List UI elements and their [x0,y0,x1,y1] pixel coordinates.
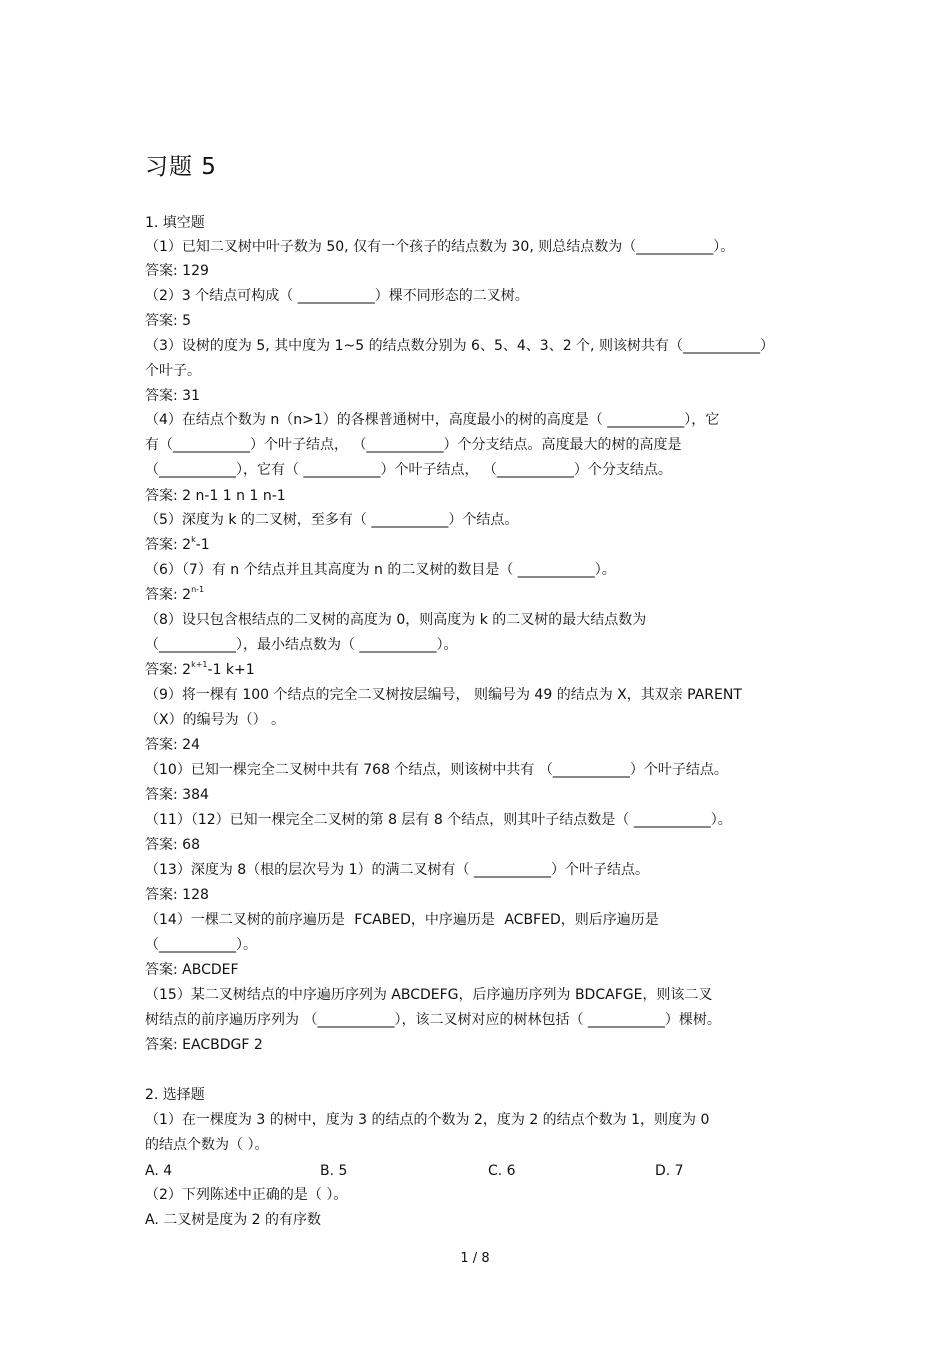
answer-text: 答案: 2$^k$-1 [145,535,210,553]
section-heading: 2. 选择题 [145,1087,205,1103]
question-text: （___________），它有（ ___________）个叶子结点， （___________）个分支结点。 [145,462,672,478]
answer-text: 答案: 129 [145,263,209,279]
answer-text: 答案: 2$^{n-1}$ [145,585,205,603]
section-heading: 1. 填空题 [145,215,205,231]
question-text: （9）将一棵有 100 个结点的完全二叉树按层编号， 则编号为 49 的结点为 X，其双亲 PARENT [145,687,742,703]
answer-text: 答案: 384 [145,787,209,803]
question-text: 个叶子。 [145,363,201,379]
answer-text: 答案: 68 [145,837,200,853]
answer-text: 答案: 128 [145,887,209,903]
question-text: 树结点的前序遍历序列为 （___________），该二叉树对应的树林包括（ ___________）棵树。 [145,1012,721,1028]
option-c: C. 6 [488,1163,516,1179]
question-text: （___________），最小结点数为（ ___________）。 [145,637,458,653]
answer-text: 答案: 2 n-1 1 n 1 n-1 [145,488,286,504]
question-text: （1）在一棵度为 3 的树中，度为 3 的结点的个数为 2，度为 2 的结点个数为 1，则度为 0 [145,1112,710,1128]
page-title: 习题 5 [145,154,217,180]
question-text: （4）在结点个数为 n（n>1）的各棵普通树中，高度最小的树的高度是（ ___________），它 [145,412,720,428]
answer-text: 答案: 24 [145,737,200,753]
question-text: （13）深度为 8（根的层次号为 1）的满二叉树有（ ___________）个叶子结点。 [145,862,649,878]
question-text: （___________）。 [145,937,257,953]
question-text: （6）（7）有 n 个结点并且其高度为 n 的二叉树的数目是（ ___________）。 [145,562,616,578]
answer-text: 答案: ABCDEF [145,962,239,978]
option-a: A. 4 [145,1163,173,1179]
question-text: （10）已知一棵完全二叉树中共有 768 个结点，则该树中共有 （___________）个叶子结点。 [145,762,728,778]
option-text: A. 二叉树是度为 2 的有序数 [145,1212,322,1228]
question-text: （14）一棵二叉树的前序遍历是 FCABED，中序遍历是 ACBFED，则后序遍历是 [145,912,659,928]
question-text: （11）（12）已知一棵完全二叉树的第 8 层有 8 个结点，则其叶子结点数是（ ___________）。 [145,812,732,828]
question-text: （1）已知二叉树中叶子数为 50, 仅有一个孩子的结点数为 30, 则总结点数为（___________）。 [145,239,735,255]
answer-text: 答案: 31 [145,388,200,404]
answer-text: 答案: EACBDGF 2 [145,1037,263,1053]
question-text: 有（___________）个叶子结点， （___________）个分支结点。高度最大的树的高度是 [145,437,682,453]
answer-text: 答案: $2^{k+1}-1$ k+1 [145,660,255,678]
question-text: （15）某二叉树结点的中序遍历序列为 ABCDEFG，后序遍历序列为 BDCAFGE，则该二叉 [145,987,713,1003]
question-text: （8）设只包含根结点的二叉树的高度为 0，则高度为 k 的二叉树的最大结点数为 [145,612,647,628]
option-b: B. 5 [320,1163,348,1179]
question-text: （5）深度为 k 的二叉树，至多有（ ___________）个结点。 [145,512,519,528]
page-number: 1 / 8 [460,1251,490,1266]
question-text: 的结点个数为（ ）。 [145,1137,269,1153]
answer-text: 答案: 5 [145,313,192,329]
question-text: （3）设树的度为 5, 其中度为 1~5 的结点数分别为 6、5、4、3、2 个, 则该树共有（___________） [145,338,774,354]
question-text: （2）下列陈述中正确的是（ ）。 [145,1187,348,1203]
question-text: （X）的编号为（） 。 [145,712,286,728]
option-d: D. 7 [655,1163,684,1179]
question-text: （2）3 个结点可构成（ ___________）棵不同形态的二叉树。 [145,288,529,304]
